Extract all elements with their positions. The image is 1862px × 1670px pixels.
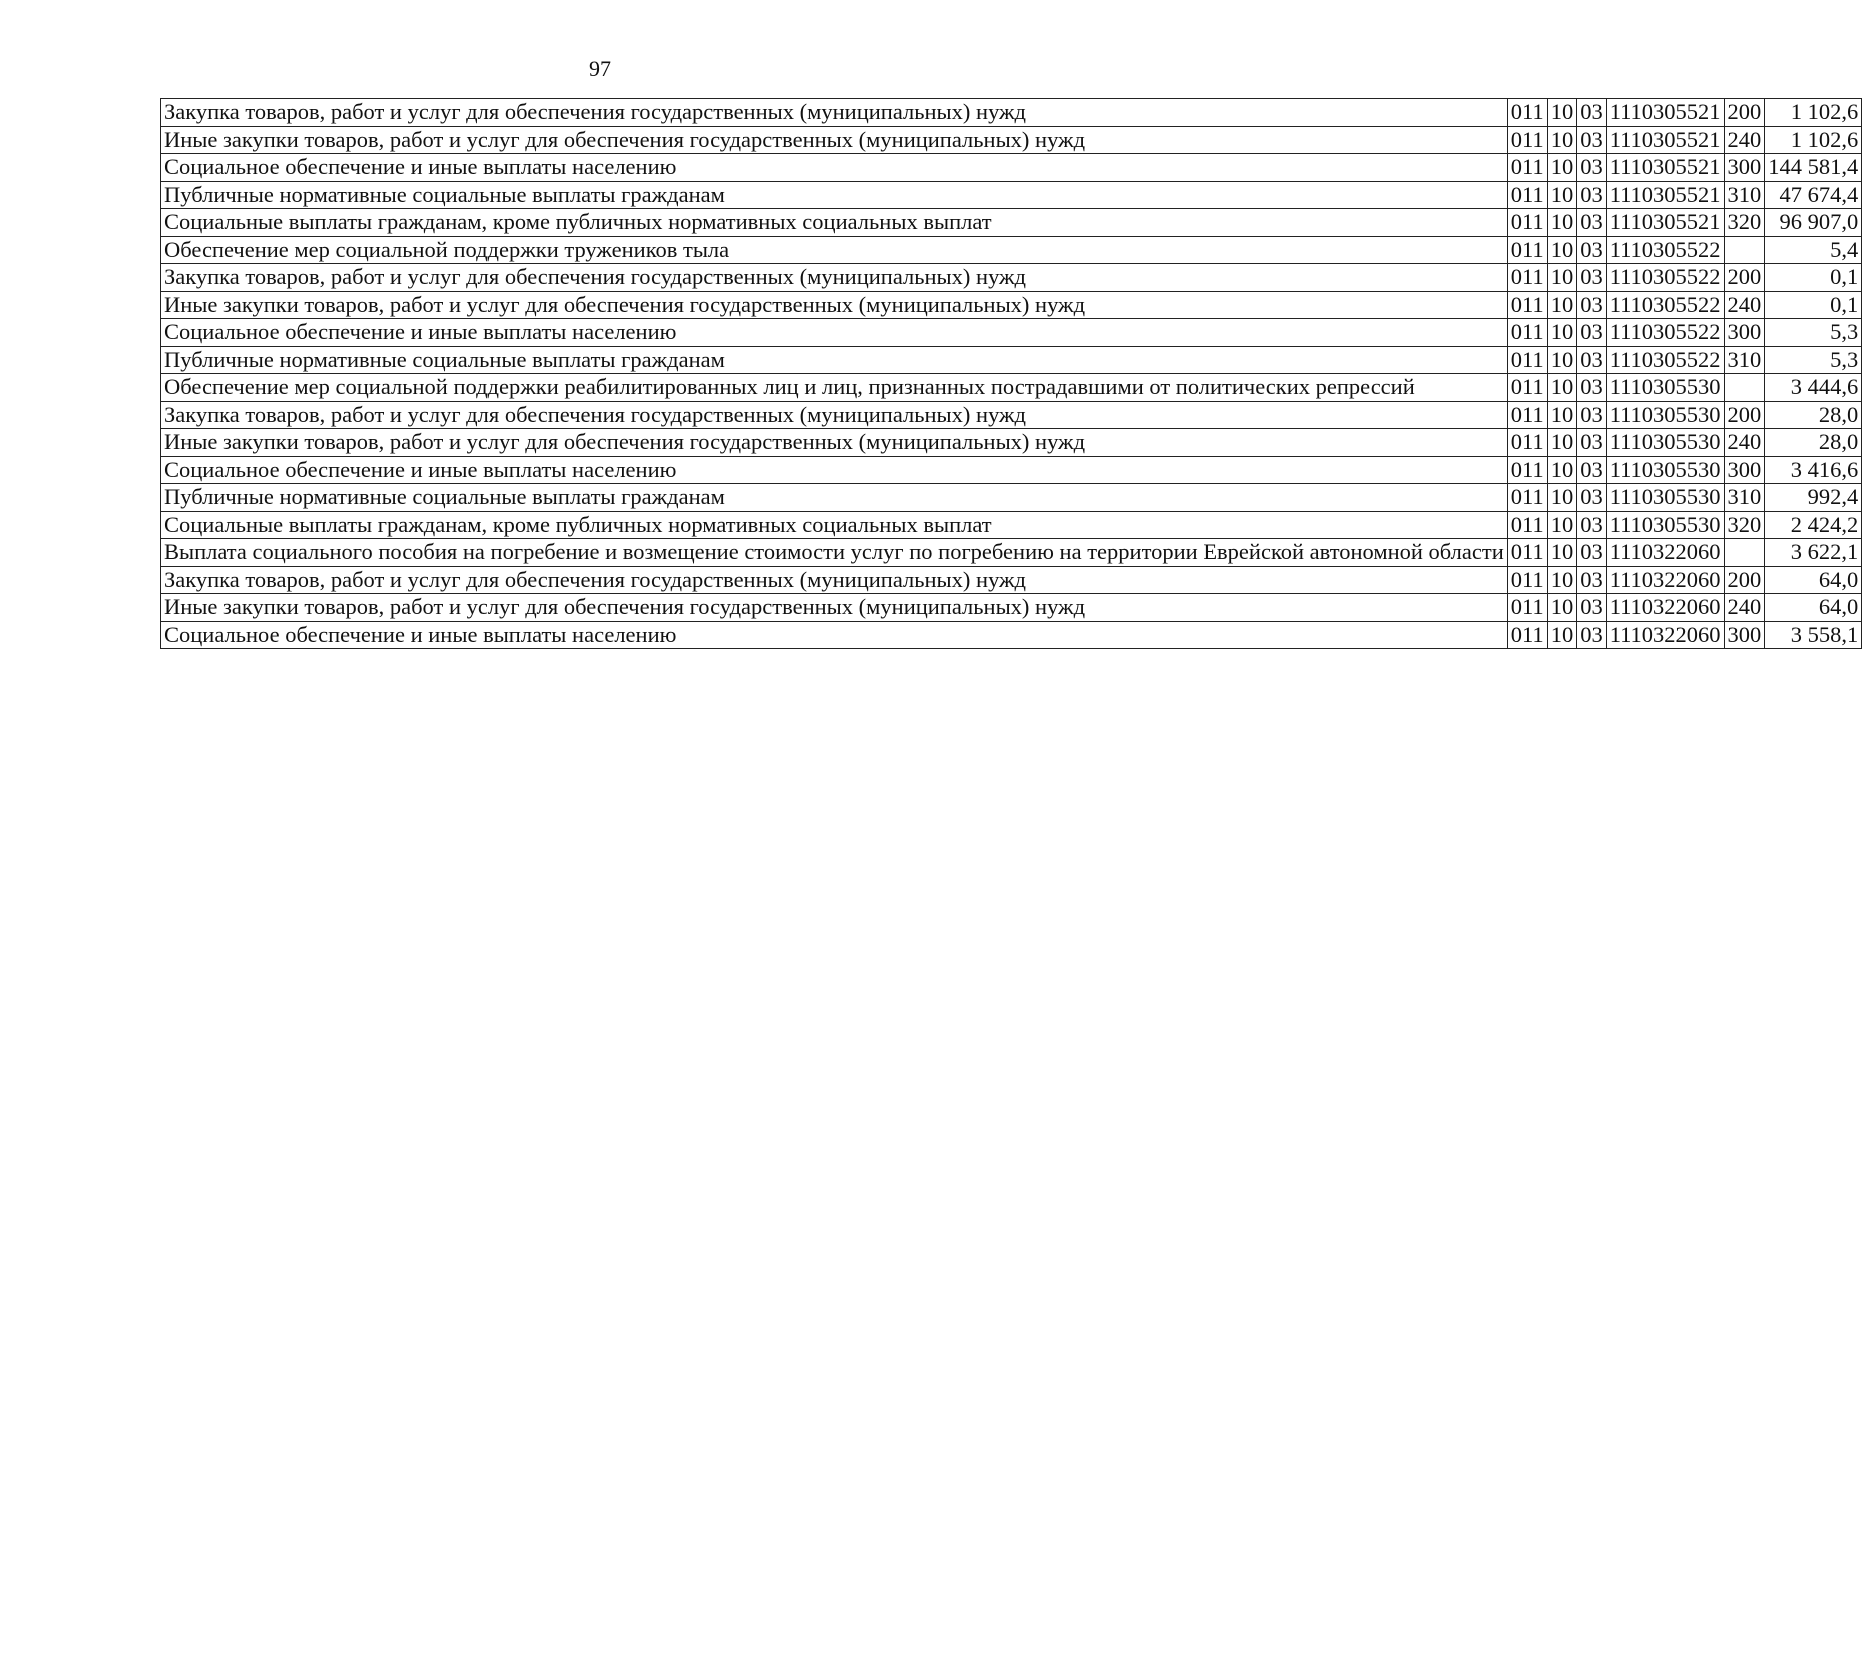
row-code-cell: 011 (1507, 374, 1547, 402)
row-section-cell: 10 (1547, 484, 1577, 512)
row-expense-type-cell: 240 (1724, 594, 1765, 622)
row-article-cell: 1110305522 (1606, 291, 1724, 319)
row-amount-cell: 3 622,1 (1765, 539, 1862, 567)
row-subsection-cell: 03 (1577, 484, 1607, 512)
row-name-cell: Иные закупки товаров, работ и услуг для обеспечения государственных (муниципальных) нужд (161, 594, 1508, 622)
row-section-cell: 10 (1547, 181, 1577, 209)
row-amount-cell: 5,4 (1765, 236, 1862, 264)
row-subsection-cell: 03 (1577, 236, 1607, 264)
row-code-cell: 011 (1507, 594, 1547, 622)
row-amount-cell: 64,0 (1765, 566, 1862, 594)
row-article-cell: 1110322060 (1606, 566, 1724, 594)
row-section-cell: 10 (1547, 291, 1577, 319)
row-subsection-cell: 03 (1577, 621, 1607, 649)
row-section-cell: 10 (1547, 264, 1577, 292)
row-section-cell: 10 (1547, 511, 1577, 539)
table-row (161, 99, 1862, 127)
row-code-cell: 011 (1507, 539, 1547, 567)
row-amount-cell: 64,0 (1765, 594, 1862, 622)
row-name-cell: Выплата социального пособия на погребение и возмещение стоимости услуг по погребению на территории Еврейской автономной области (161, 539, 1508, 567)
row-name-cell: Закупка товаров, работ и услуг для обеспечения государственных (муниципальных) нужд (161, 99, 1508, 127)
row-subsection-cell: 03 (1577, 319, 1607, 347)
row-section-cell: 10 (1547, 539, 1577, 567)
row-article-cell: 1110305530 (1606, 511, 1724, 539)
row-article-cell: 1110305530 (1606, 429, 1724, 457)
row-amount-cell: 3 558,1 (1765, 621, 1862, 649)
row-code-cell: 011 (1507, 511, 1547, 539)
page-number: 97 (589, 56, 611, 81)
row-amount-cell: 28,0 (1765, 429, 1862, 457)
row-subsection-cell: 03 (1577, 209, 1607, 237)
row-article-cell: 1110305530 (1606, 456, 1724, 484)
row-expense-type-cell: 240 (1724, 429, 1765, 457)
row-code-cell: 011 (1507, 621, 1547, 649)
row-code-cell: 011 (1507, 209, 1547, 237)
table-row (161, 401, 1862, 429)
row-name-cell: Социальные выплаты гражданам, кроме публичных нормативных социальных выплат (161, 209, 1508, 237)
row-section-cell: 10 (1547, 621, 1577, 649)
row-expense-type-cell: 200 (1724, 99, 1765, 127)
row-name-cell: Иные закупки товаров, работ и услуг для обеспечения государственных (муниципальных) нужд (161, 291, 1508, 319)
row-code-cell: 011 (1507, 456, 1547, 484)
row-section-cell: 10 (1547, 126, 1577, 154)
row-name-cell: Иные закупки товаров, работ и услуг для обеспечения государственных (муниципальных) нужд (161, 429, 1508, 457)
row-amount-cell: 47 674,4 (1765, 181, 1862, 209)
row-name-cell: Иные закупки товаров, работ и услуг для обеспечения государственных (муниципальных) нужд (161, 126, 1508, 154)
table-row (161, 511, 1862, 539)
row-article-cell: 1110305521 (1606, 126, 1724, 154)
row-amount-cell: 0,1 (1765, 264, 1862, 292)
table-row (161, 374, 1862, 402)
row-amount-cell: 144 581,4 (1765, 154, 1862, 182)
row-amount-cell: 28,0 (1765, 401, 1862, 429)
row-code-cell: 011 (1507, 566, 1547, 594)
row-name-cell: Закупка товаров, работ и услуг для обеспечения государственных (муниципальных) нужд (161, 566, 1508, 594)
row-subsection-cell: 03 (1577, 264, 1607, 292)
row-article-cell: 1110305522 (1606, 319, 1724, 347)
row-amount-cell: 1 102,6 (1765, 126, 1862, 154)
row-subsection-cell: 03 (1577, 291, 1607, 319)
row-section-cell: 10 (1547, 374, 1577, 402)
row-code-cell: 011 (1507, 291, 1547, 319)
table-row (161, 456, 1862, 484)
row-amount-cell: 96 907,0 (1765, 209, 1862, 237)
row-expense-type-cell: 300 (1724, 154, 1765, 182)
row-expense-type-cell: 310 (1724, 484, 1765, 512)
table-row (161, 181, 1862, 209)
row-article-cell: 1110305522 (1606, 236, 1724, 264)
row-name-cell: Социальное обеспечение и иные выплаты населению (161, 319, 1508, 347)
row-article-cell: 1110322060 (1606, 594, 1724, 622)
row-code-cell: 011 (1507, 401, 1547, 429)
row-subsection-cell: 03 (1577, 539, 1607, 567)
row-subsection-cell: 03 (1577, 99, 1607, 127)
row-code-cell: 011 (1507, 181, 1547, 209)
table-row (161, 236, 1862, 264)
row-expense-type-cell: 320 (1724, 511, 1765, 539)
row-expense-type-cell (1724, 374, 1765, 402)
row-name-cell: Публичные нормативные социальные выплаты гражданам (161, 346, 1508, 374)
row-subsection-cell: 03 (1577, 374, 1607, 402)
row-article-cell: 1110305530 (1606, 484, 1724, 512)
row-code-cell: 011 (1507, 319, 1547, 347)
row-amount-cell: 5,3 (1765, 346, 1862, 374)
row-subsection-cell: 03 (1577, 566, 1607, 594)
table-row (161, 319, 1862, 347)
row-article-cell: 1110305521 (1606, 99, 1724, 127)
row-expense-type-cell: 310 (1724, 181, 1765, 209)
row-article-cell: 1110322060 (1606, 539, 1724, 567)
row-article-cell: 1110305521 (1606, 154, 1724, 182)
budget-table (160, 98, 1862, 649)
table-row (161, 154, 1862, 182)
row-code-cell: 011 (1507, 484, 1547, 512)
row-section-cell: 10 (1547, 594, 1577, 622)
row-name-cell: Обеспечение мер социальной поддержки реабилитированных лиц и лиц, признанных пострадавшими от политических репрессий (161, 374, 1508, 402)
table-row (161, 291, 1862, 319)
row-expense-type-cell: 200 (1724, 566, 1765, 594)
row-name-cell: Закупка товаров, работ и услуг для обеспечения государственных (муниципальных) нужд (161, 401, 1508, 429)
row-amount-cell: 3 444,6 (1765, 374, 1862, 402)
table-row (161, 126, 1862, 154)
row-expense-type-cell: 200 (1724, 264, 1765, 292)
row-subsection-cell: 03 (1577, 401, 1607, 429)
row-section-cell: 10 (1547, 346, 1577, 374)
row-expense-type-cell (1724, 539, 1765, 567)
row-section-cell: 10 (1547, 99, 1577, 127)
row-article-cell: 1110322060 (1606, 621, 1724, 649)
row-code-cell: 011 (1507, 346, 1547, 374)
row-code-cell: 011 (1507, 99, 1547, 127)
row-article-cell: 1110305521 (1606, 181, 1724, 209)
row-expense-type-cell: 300 (1724, 456, 1765, 484)
row-section-cell: 10 (1547, 319, 1577, 347)
row-subsection-cell: 03 (1577, 346, 1607, 374)
row-subsection-cell: 03 (1577, 511, 1607, 539)
table-row (161, 209, 1862, 237)
row-article-cell: 1110305521 (1606, 209, 1724, 237)
row-code-cell: 011 (1507, 264, 1547, 292)
row-subsection-cell: 03 (1577, 181, 1607, 209)
row-amount-cell: 2 424,2 (1765, 511, 1862, 539)
row-section-cell: 10 (1547, 566, 1577, 594)
row-code-cell: 011 (1507, 429, 1547, 457)
row-article-cell: 1110305522 (1606, 346, 1724, 374)
row-name-cell: Социальное обеспечение и иные выплаты населению (161, 154, 1508, 182)
table-row (161, 539, 1862, 567)
row-code-cell: 011 (1507, 236, 1547, 264)
table-row (161, 264, 1862, 292)
row-name-cell: Публичные нормативные социальные выплаты гражданам (161, 484, 1508, 512)
row-section-cell: 10 (1547, 154, 1577, 182)
row-name-cell: Обеспечение мер социальной поддержки тружеников тыла (161, 236, 1508, 264)
row-code-cell: 011 (1507, 126, 1547, 154)
table-row (161, 346, 1862, 374)
row-expense-type-cell: 240 (1724, 291, 1765, 319)
row-section-cell: 10 (1547, 209, 1577, 237)
row-expense-type-cell: 200 (1724, 401, 1765, 429)
row-subsection-cell: 03 (1577, 154, 1607, 182)
row-name-cell: Публичные нормативные социальные выплаты гражданам (161, 181, 1508, 209)
row-subsection-cell: 03 (1577, 126, 1607, 154)
row-expense-type-cell: 300 (1724, 319, 1765, 347)
row-subsection-cell: 03 (1577, 429, 1607, 457)
row-article-cell: 1110305522 (1606, 264, 1724, 292)
row-name-cell: Социальные выплаты гражданам, кроме публичных нормативных социальных выплат (161, 511, 1508, 539)
row-name-cell: Социальное обеспечение и иные выплаты населению (161, 621, 1508, 649)
table-row (161, 566, 1862, 594)
row-expense-type-cell: 300 (1724, 621, 1765, 649)
row-amount-cell: 5,3 (1765, 319, 1862, 347)
table-row (161, 621, 1862, 649)
row-section-cell: 10 (1547, 456, 1577, 484)
row-article-cell: 1110305530 (1606, 374, 1724, 402)
table-row (161, 594, 1862, 622)
table-row (161, 484, 1862, 512)
row-section-cell: 10 (1547, 236, 1577, 264)
row-expense-type-cell: 240 (1724, 126, 1765, 154)
table-body (161, 99, 1862, 649)
row-expense-type-cell: 320 (1724, 209, 1765, 237)
row-subsection-cell: 03 (1577, 594, 1607, 622)
row-name-cell: Закупка товаров, работ и услуг для обеспечения государственных (муниципальных) нужд (161, 264, 1508, 292)
row-expense-type-cell: 310 (1724, 346, 1765, 374)
row-amount-cell: 992,4 (1765, 484, 1862, 512)
row-code-cell: 011 (1507, 154, 1547, 182)
row-amount-cell: 0,1 (1765, 291, 1862, 319)
row-section-cell: 10 (1547, 429, 1577, 457)
row-subsection-cell: 03 (1577, 456, 1607, 484)
row-expense-type-cell (1724, 236, 1765, 264)
table-row (161, 429, 1862, 457)
row-section-cell: 10 (1547, 401, 1577, 429)
row-name-cell: Социальное обеспечение и иные выплаты населению (161, 456, 1508, 484)
row-article-cell: 1110305530 (1606, 401, 1724, 429)
row-amount-cell: 3 416,6 (1765, 456, 1862, 484)
row-amount-cell: 1 102,6 (1765, 99, 1862, 127)
